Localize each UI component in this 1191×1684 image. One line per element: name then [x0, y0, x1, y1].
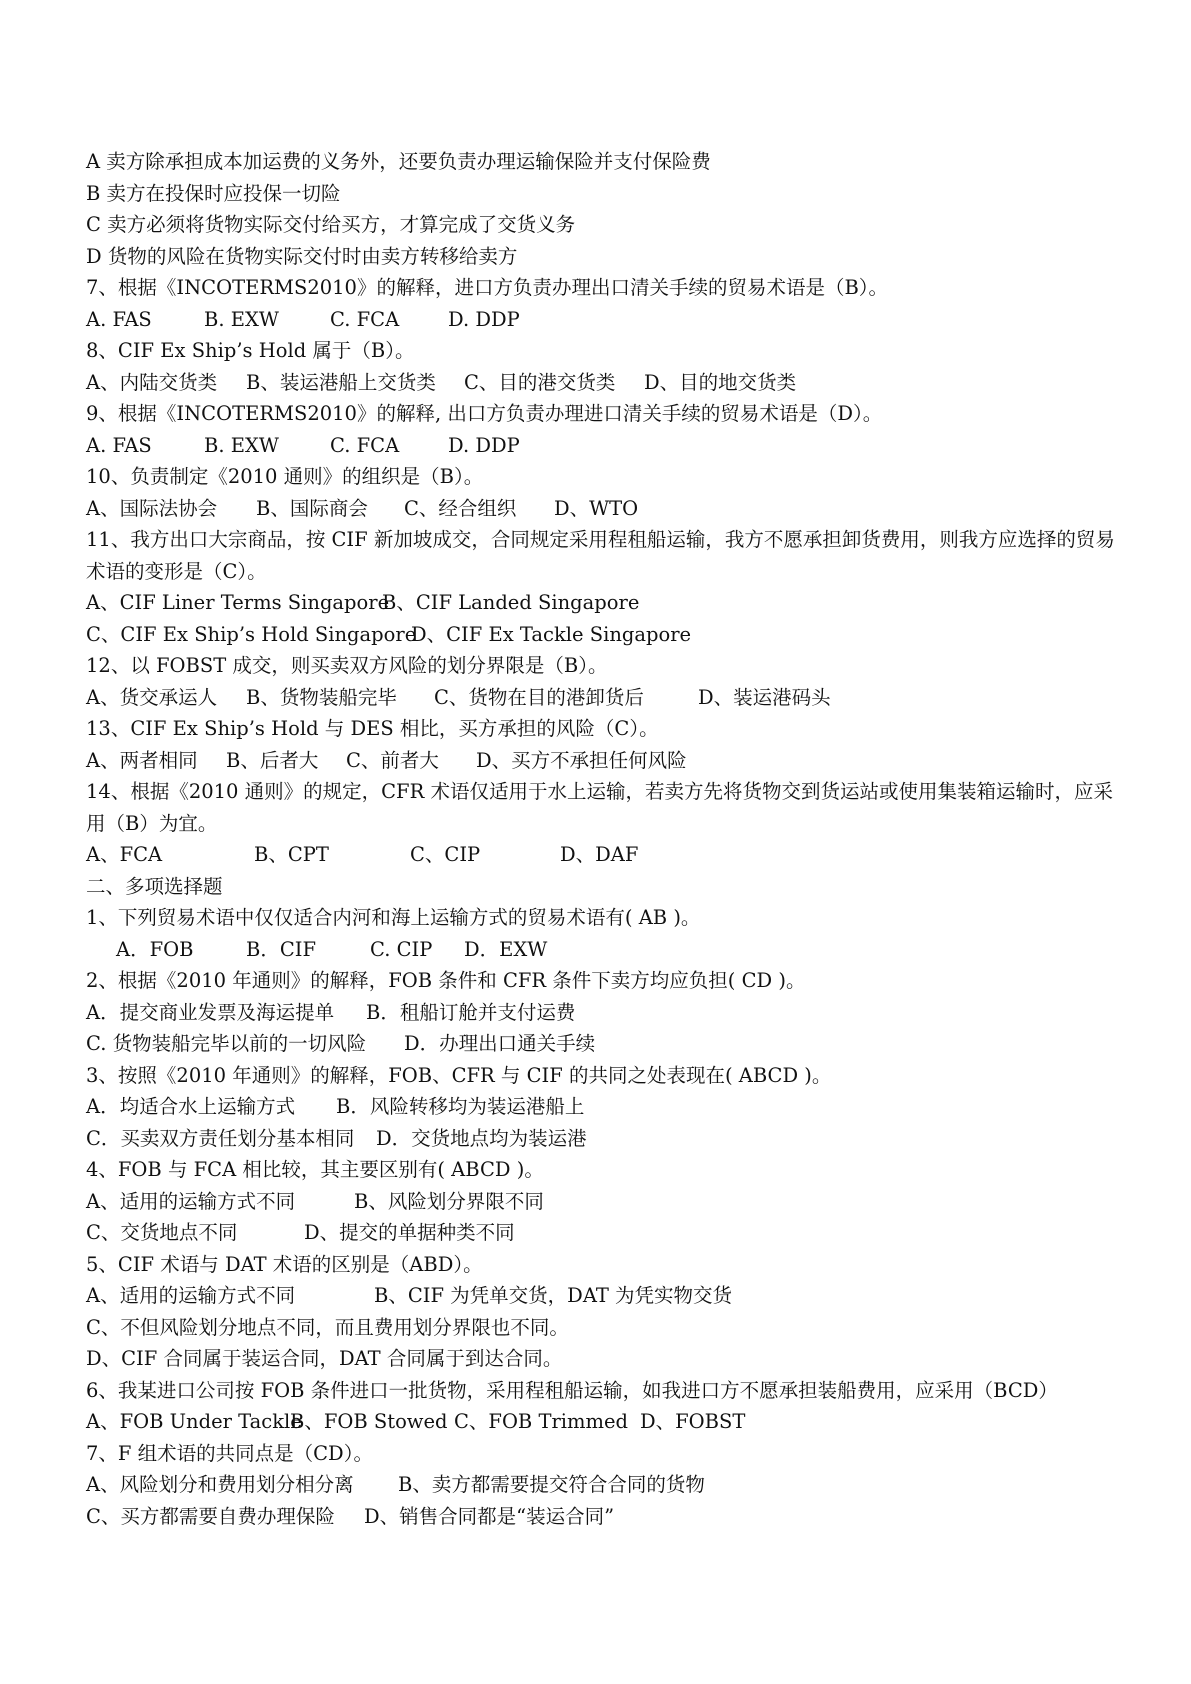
answer-option: C、经合组织 — [404, 496, 517, 520]
answer-option: B、卖方都需要提交符合合同的货物 — [398, 1473, 705, 1496]
answer-option: A、货交承运人 — [86, 685, 218, 709]
answer-option: A、FCA — [86, 843, 163, 866]
answer-option: B. EXW — [204, 307, 279, 331]
options-row — [86, 839, 1126, 871]
text-line: 8、CIF Ex Ship’s Hold 属于（B）。 — [86, 339, 415, 362]
answer-option: B、后者大 — [226, 748, 319, 772]
options-row — [86, 1123, 1126, 1155]
answer-option: C. FCA — [330, 433, 400, 457]
text-line: 1、下列贸易术语中仅仅适合内河和海上运输方式的贸易术语有( AB )。 — [86, 906, 701, 929]
text-line: B 卖方在投保时应投保一切险 — [86, 181, 341, 205]
options-row — [86, 1091, 1126, 1123]
answer-option: A、内陆交货类 — [86, 370, 218, 394]
text-line: 6、我某进口公司按 FOB 条件进口一批货物，采用程租船运输，如我进口方不愿承担装船费用，应采用（BCD） — [86, 1378, 1058, 1402]
answer-option: B．CIF — [246, 937, 316, 961]
options-row — [86, 1028, 1126, 1060]
options-row — [86, 587, 1126, 619]
options-row — [86, 430, 1126, 462]
text-line: 7、F 组术语的共同点是（CD）。 — [86, 1441, 373, 1465]
text-line: 3、按照《2010 年通则》的解释，FOB、CFR 与 CIF 的共同之处表现在( ABCD )。 — [86, 1063, 832, 1087]
options-row — [86, 1280, 1126, 1312]
answer-option: B．租船订舱并支付运费 — [366, 1000, 576, 1024]
text-line: 2、根据《2010 年通则》的解释，FOB 条件和 CFR 条件下卖方均应负担( CD )。 — [86, 969, 806, 992]
answer-option: B．风险转移均为装运港船上 — [336, 1095, 585, 1118]
options-row — [86, 304, 1126, 336]
answer-option: A、FOB Under Tackle — [86, 1410, 302, 1433]
options-row — [86, 997, 1126, 1029]
answer-option: B、装运港船上交货类 — [246, 370, 436, 394]
options-row — [86, 1406, 1126, 1438]
options-row — [86, 1186, 1126, 1218]
text-line: 14、根据《2010 通则》的规定，CFR 术语仅适用于水上运输，若卖方先将货物交到货运站或使用集装箱运输时，应采用（B）为宜。 — [86, 780, 1113, 835]
answer-option: D、提交的单据种类不同 — [304, 1221, 515, 1244]
answer-option: D、DAF — [560, 843, 639, 866]
answer-option: C. CIP — [370, 937, 433, 961]
answer-option: D. DDP — [448, 433, 520, 457]
options-row — [86, 1469, 1126, 1501]
document-body — [86, 146, 1126, 1532]
answer-option: C、FOB Trimmed — [454, 1410, 629, 1433]
answer-option: D．办理出口通关手续 — [404, 1032, 596, 1055]
answer-option: B、FOB Stowed — [290, 1410, 448, 1433]
options-row — [86, 1501, 1126, 1533]
text-line: D、CIF 合同属于装运合同，DAT 合同属于到达合同。 — [86, 1347, 563, 1370]
text-line: 10、负责制定《2010 通则》的组织是（B）。 — [86, 465, 484, 488]
text-line: 13、CIF Ex Ship’s Hold 与 DES 相比，买方承担的风险（C）。 — [86, 717, 659, 740]
answer-option: B、CIF Landed Singapore — [382, 591, 640, 614]
answer-option: A、国际法协会 — [86, 496, 218, 520]
answer-option: A、风险划分和费用划分相分离 — [86, 1473, 354, 1496]
answer-option: A．均适合水上运输方式 — [86, 1095, 296, 1118]
answer-option: A. FAS — [86, 433, 152, 457]
text-line: 4、FOB 与 FCA 相比较，其主要区别有( ABCD )。 — [86, 1158, 544, 1181]
text-line: 11、我方出口大宗商品，按 CIF 新加坡成交，合同规定采用程租船运输，我方不愿承担卸货费用，则我方应选择的贸易术语的变形是（C）。 — [86, 528, 1115, 583]
options-row — [86, 367, 1126, 399]
answer-option: C、目的港交货类 — [464, 370, 616, 394]
answer-option: B、货物装船完毕 — [246, 685, 397, 709]
answer-option: A、两者相同 — [86, 748, 198, 772]
answer-option: A. FAS — [86, 307, 152, 331]
text-line: C、不但风险划分地点不同，而且费用划分界限也不同。 — [86, 1315, 569, 1339]
text-line: 9、根据《INCOTERMS2010》的解释, 出口方负责办理进口清关手续的贸易术语是（D）。 — [86, 402, 883, 425]
text-line: 12、以 FOBST 成交，则买卖双方风险的划分界限是（B）。 — [86, 654, 608, 677]
answer-option: B. EXW — [204, 433, 279, 457]
answer-option: A．提交商业发票及海运提单 — [86, 1000, 335, 1024]
answer-option: D、目的地交货类 — [644, 370, 797, 394]
answer-option: D、FOBST — [640, 1410, 746, 1433]
answer-option: C. FCA — [330, 307, 400, 331]
answer-option: D. DDP — [448, 307, 520, 331]
answer-option: C、前者大 — [346, 748, 439, 772]
options-row — [86, 682, 1126, 714]
answer-option: C、CIP — [410, 843, 481, 866]
answer-option: D．EXW — [464, 937, 548, 961]
answer-option: A、适用的运输方式不同 — [86, 1284, 296, 1307]
options-row — [86, 493, 1126, 525]
answer-option: C、货物在目的港卸货后 — [434, 685, 644, 709]
answer-option: C、买方都需要自费办理保险 — [86, 1504, 335, 1528]
answer-option: A、CIF Liner Terms Singapore — [86, 591, 390, 614]
answer-option: D、装运港码头 — [698, 685, 831, 709]
options-row — [86, 745, 1126, 777]
options-row — [86, 1217, 1126, 1249]
answer-option: A．FOB — [116, 937, 194, 961]
answer-option: D、CIF Ex Tackle Singapore — [411, 622, 692, 646]
answer-option: D．交货地点均为装运港 — [376, 1126, 587, 1150]
answer-option: D、销售合同都是“装运合同” — [364, 1504, 615, 1528]
text-line: 二、多项选择题 — [86, 874, 223, 898]
answer-option: B、CIF 为凭单交货，DAT 为凭实物交货 — [374, 1284, 733, 1307]
answer-option: D、买方不承担任何风险 — [476, 748, 687, 772]
answer-option: C. 货物装船完毕以前的一切风险 — [86, 1032, 367, 1055]
text-line: 5、CIF 术语与 DAT 术语的区别是（ABD）。 — [86, 1252, 483, 1276]
answer-option: D、WTO — [554, 496, 639, 520]
answer-option: B、风险划分界限不同 — [354, 1189, 544, 1213]
answer-option: C、交货地点不同 — [86, 1221, 238, 1244]
answer-option: C．买卖双方责任划分基本相同 — [86, 1126, 355, 1150]
answer-option: B、国际商会 — [256, 496, 368, 520]
text-line: D 货物的风险在货物实际交付时由卖方转移给卖方 — [86, 244, 518, 268]
text-line: 7、根据《INCOTERMS2010》的解释，进口方负责办理出口清关手续的贸易术语是（B）。 — [86, 276, 889, 299]
options-row — [86, 619, 1126, 651]
text-line: A 卖方除承担成本加运费的义务外，还要负责办理运输保险并支付保险费 — [86, 150, 711, 173]
answer-option: B、CPT — [254, 843, 329, 866]
answer-option: A、适用的运输方式不同 — [86, 1189, 296, 1213]
options-row — [86, 934, 1126, 966]
text-line: C 卖方必须将货物实际交付给买方，才算完成了交货义务 — [86, 213, 576, 236]
answer-option: C、CIF Ex Ship’s Hold Singapore — [86, 622, 417, 646]
